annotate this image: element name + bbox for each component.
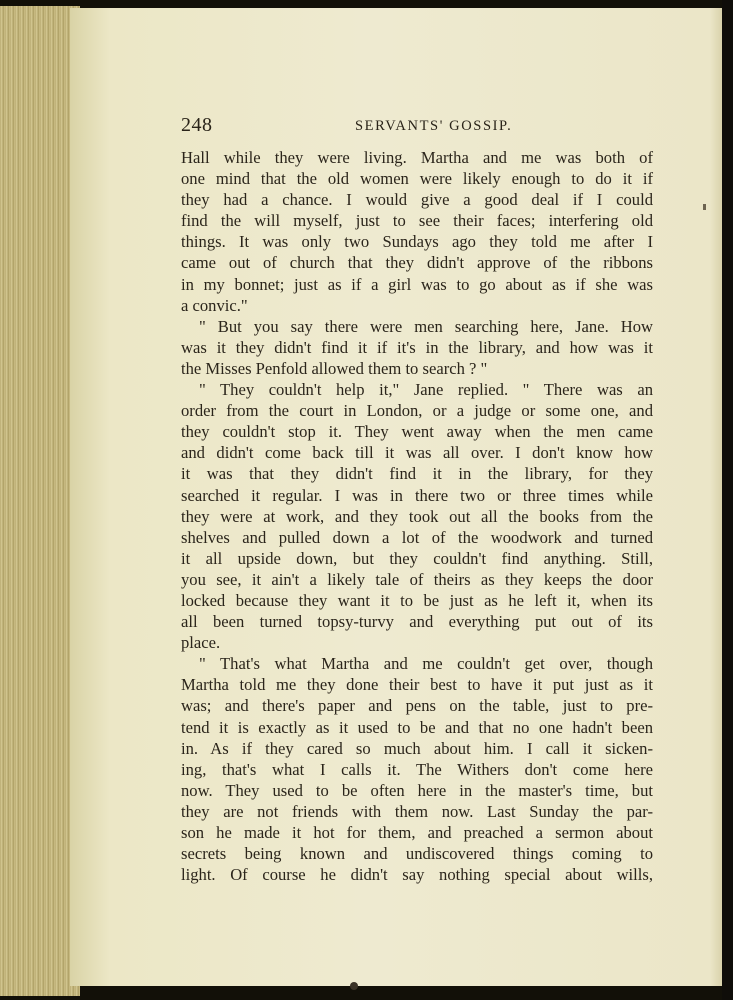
page-number: 248: [181, 114, 213, 136]
text-line: order from the court in London, or a judge or some one, and: [181, 401, 653, 421]
text-line: " But you say there were men searching here, Jane. How: [199, 316, 653, 336]
scan-right-border: [722, 0, 733, 1000]
text-line: place.: [181, 633, 221, 653]
text-line: all been turned topsy-turvy and everything put out of its: [181, 612, 653, 632]
text-line: locked because they want it to be just as he left it, when its: [181, 590, 653, 610]
text-line: things. It was only two Sundays ago they told me after I: [181, 232, 653, 252]
text-line: " That's what Martha and me couldn't get over, though: [199, 654, 653, 674]
text-line: in. As if they cared so much about him. I call it sicken-: [181, 738, 653, 758]
text-line: came out of church that they didn't approve of the ribbons: [181, 253, 653, 273]
page-header: [181, 114, 653, 140]
text-line: was; and there's paper and pens on the table, just to pre-: [181, 696, 653, 716]
text-line: searched it regular. I was in there two or three times while: [181, 485, 653, 505]
running-head: SERVANTS' GOSSIP.: [355, 118, 513, 134]
margin-mark: [703, 204, 706, 210]
text-line: the Misses Penfold allowed them to search ? ": [181, 358, 488, 378]
text-line: they had a chance. I would give a good deal if I could: [181, 190, 653, 210]
text-line: light. Of course he didn't say nothing special about wills,: [181, 865, 653, 885]
text-line: they are not friends with them now. Last Sunday the par-: [181, 801, 653, 821]
text-line: " They couldn't help it," Jane replied. " There was an: [199, 380, 653, 400]
text-line: ing, that's what I calls it. The Withers don't come here: [181, 759, 653, 779]
book-page-edges: [0, 6, 80, 996]
text-line: was it they didn't find it if it's in the library, and how was it: [181, 337, 653, 357]
text-line: find the will myself, just to see their faces; interfering old: [181, 211, 653, 231]
text-line: tend it is exactly as it used to be and that no one hadn't been: [181, 717, 653, 737]
text-line: Martha told me they done their best to have it put just as it: [181, 675, 653, 695]
text-line: it all upside down, but they couldn't find anything. Still,: [181, 548, 653, 568]
text-line: it was that they didn't find it in the library, for they: [181, 464, 653, 484]
text-line: you see, it ain't a likely tale of theirs as they keeps the door: [181, 569, 653, 589]
text-line: Hall while they were living. Martha and me was both of: [181, 148, 653, 167]
text-line: and didn't come back till it was all over. I don't know how: [181, 443, 653, 463]
body-text: [181, 147, 653, 885]
text-line: secrets being known and undiscovered things coming to: [181, 844, 653, 864]
text-line: they were at work, and they took out all the books from the: [181, 506, 653, 526]
text-line: in my bonnet; just as if a girl was to go about as if she was: [181, 274, 653, 294]
bottom-mark: [350, 982, 358, 990]
text-line: shelves and pulled down a lot of the woodwork and turned: [181, 527, 653, 547]
text-line: one mind that the old women were likely enough to do it if: [181, 169, 653, 189]
text-line: now. They used to be often here in the master's time, but: [181, 780, 653, 800]
text-line: a convic.": [181, 295, 248, 315]
text-line: son he made it hot for them, and preached a sermon about: [181, 823, 653, 842]
text-line: they couldn't stop it. They went away when the men came: [181, 422, 653, 442]
